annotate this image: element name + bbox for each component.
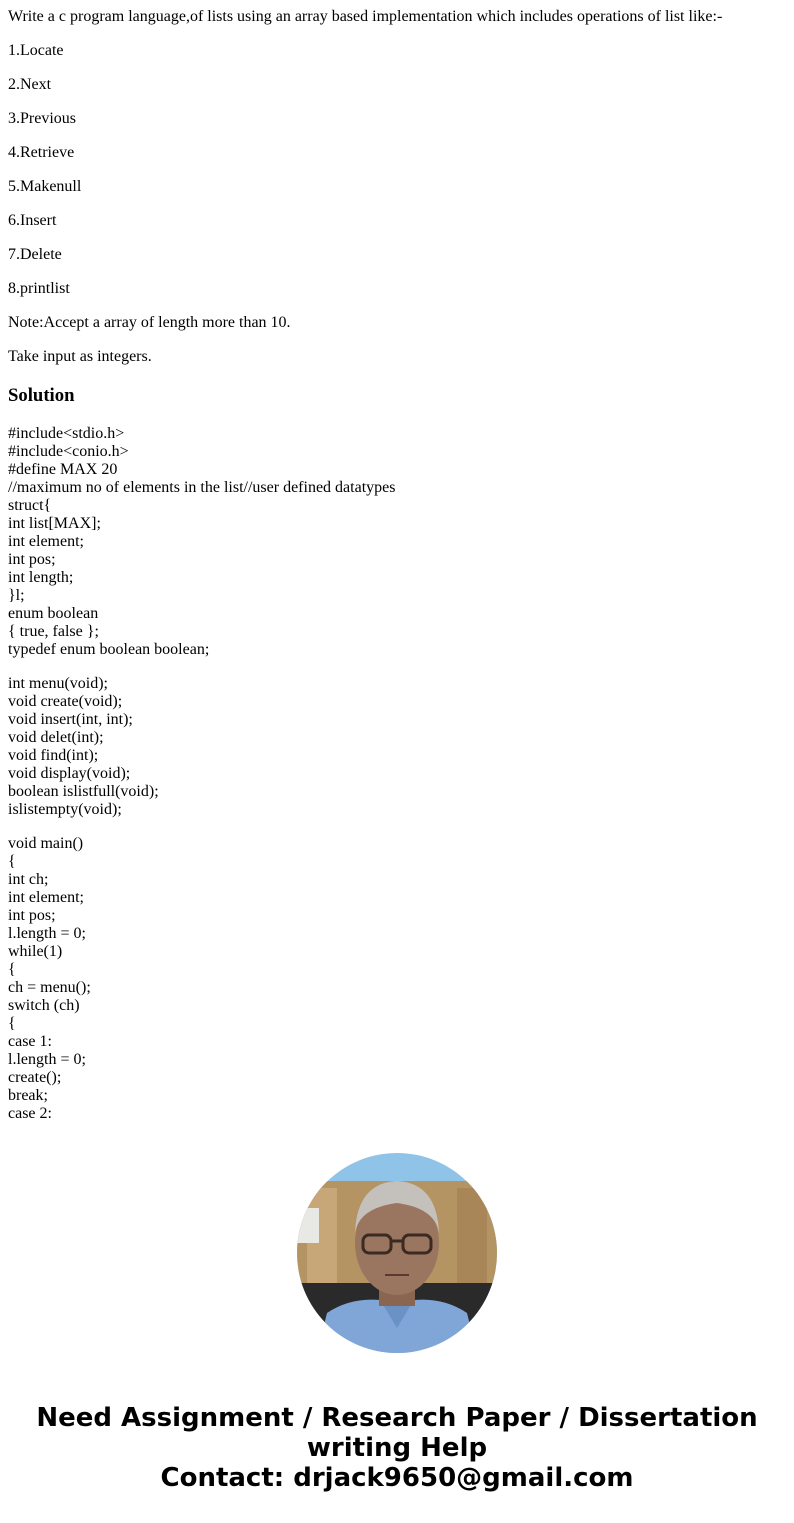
person-photo-icon: [297, 1153, 497, 1353]
code-line: void display(void);: [8, 765, 131, 782]
code-block-main: [8, 835, 91, 1123]
code-line: { true, false };: [8, 623, 99, 640]
code-line: #define MAX 20: [8, 461, 118, 478]
code-line: ch = menu();: [8, 979, 91, 996]
code-line: int menu(void);: [8, 675, 108, 692]
promo-contact: Contact: drjack9650@gmail.com: [160, 1463, 634, 1493]
code-line: #include<conio.h>: [8, 443, 129, 460]
code-line: void main(): [8, 835, 84, 852]
operation-item: 6.Insert: [8, 212, 57, 229]
code-line: void delet(int);: [8, 729, 104, 746]
code-line: islistempty(void);: [8, 801, 122, 818]
operation-item: 5.Makenull: [8, 178, 82, 195]
code-line: void find(int);: [8, 747, 99, 764]
avatar: [297, 1153, 497, 1353]
code-line: int element;: [8, 889, 84, 906]
code-line: #include<stdio.h>: [8, 425, 125, 442]
solution-heading: Solution: [8, 385, 75, 406]
question-intro: Write a c program language,of lists using an array based implementation which includes operations of list like:-: [8, 8, 723, 25]
code-line: typedef enum boolean boolean;: [8, 641, 210, 658]
code-line: boolean islistfull(void);: [8, 783, 159, 800]
code-line: enum boolean: [8, 605, 99, 622]
code-line: int pos;: [8, 551, 56, 568]
code-line: {: [8, 961, 16, 978]
code-line: void create(void);: [8, 693, 123, 710]
operation-item: 7.Delete: [8, 246, 62, 263]
code-block-declarations: [8, 425, 395, 659]
promo-line-2: writing Help: [306, 1433, 488, 1463]
operation-item: 8.printlist: [8, 280, 70, 297]
promo-banner: [0, 1403, 794, 1493]
code-line: case 1:: [8, 1033, 52, 1050]
code-line: {: [8, 1015, 16, 1032]
code-line: }l;: [8, 587, 25, 604]
code-line: int pos;: [8, 907, 56, 924]
code-line: while(1): [8, 943, 63, 960]
code-line: create();: [8, 1069, 62, 1086]
code-line: //maximum no of elements in the list//user defined datatypes: [8, 479, 396, 496]
code-line: {: [8, 853, 16, 870]
code-line: void insert(int, int);: [8, 711, 133, 728]
operation-item: 1.Locate: [8, 42, 64, 59]
code-line: break;: [8, 1087, 48, 1104]
code-line: case 2:: [8, 1105, 52, 1122]
input-note: Take input as integers.: [8, 348, 152, 365]
question-note: Note:Accept a array of length more than 10.: [8, 314, 291, 331]
code-line: int element;: [8, 533, 84, 550]
code-block-prototypes: [8, 675, 159, 819]
code-line: l.length = 0;: [8, 925, 86, 942]
code-line: int list[MAX];: [8, 515, 101, 532]
operation-item: 4.Retrieve: [8, 144, 75, 161]
code-line: struct{: [8, 497, 52, 514]
operation-item: 2.Next: [8, 76, 52, 93]
promo-line-1: Need Assignment / Research Paper / Dissertation: [36, 1403, 758, 1433]
operation-item: 3.Previous: [8, 110, 76, 127]
code-line: l.length = 0;: [8, 1051, 86, 1068]
code-line: int ch;: [8, 871, 49, 888]
code-line: switch (ch): [8, 997, 80, 1014]
code-line: int length;: [8, 569, 74, 586]
